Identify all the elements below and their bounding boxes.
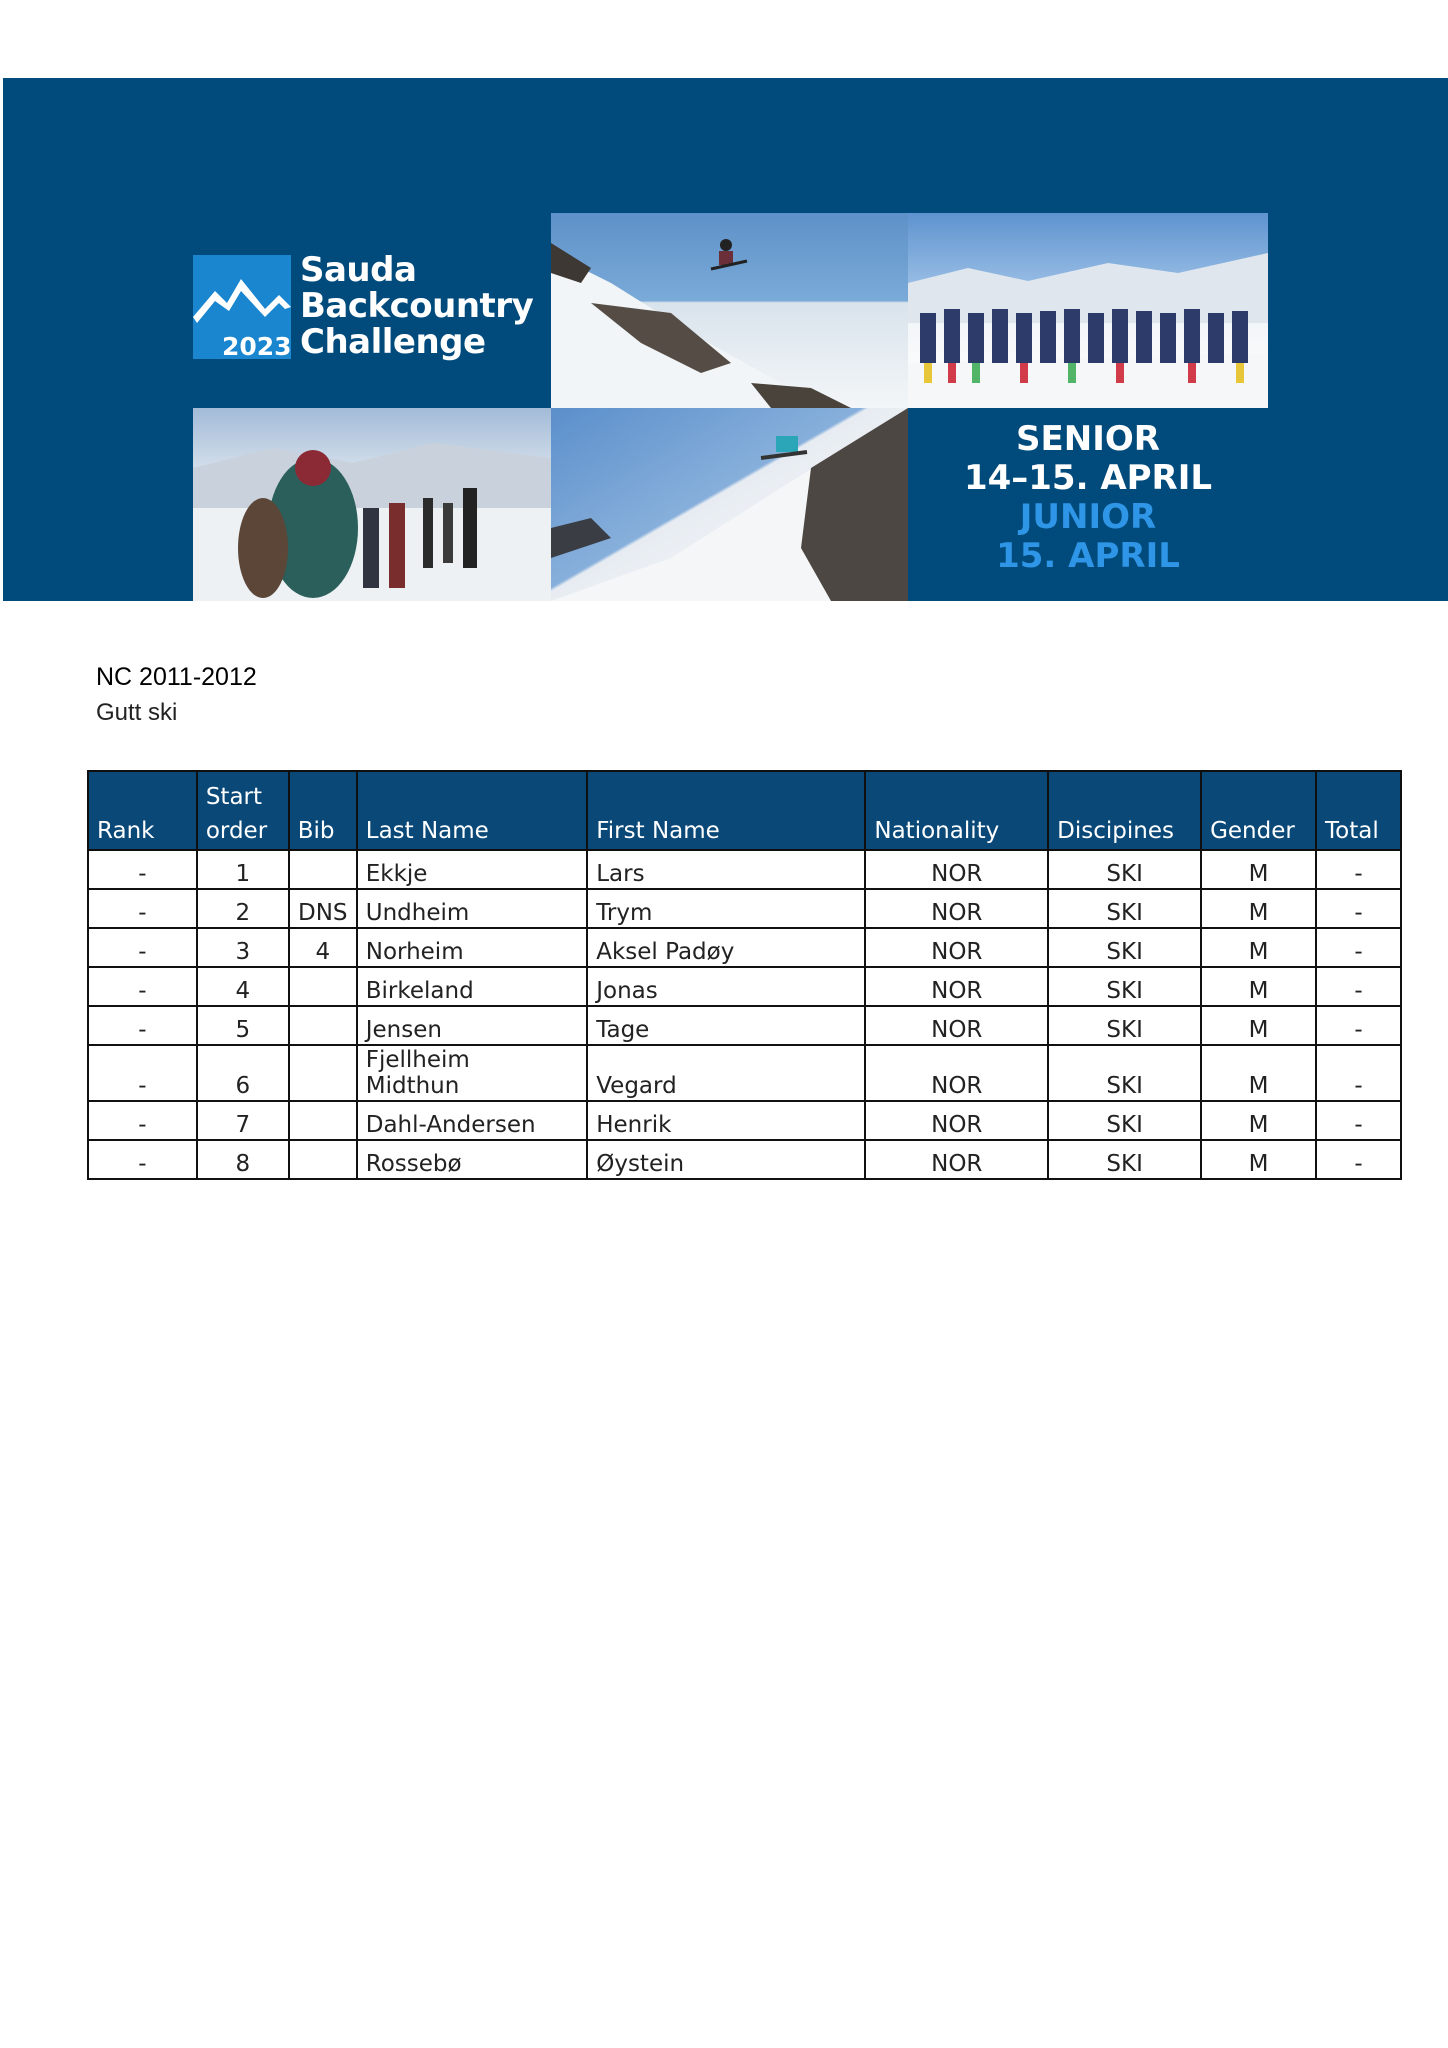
- header-last-name: Last Name: [357, 771, 587, 850]
- cell-discipline: SKI: [1048, 1140, 1201, 1179]
- cell-rank: -: [88, 1006, 197, 1045]
- cell-first-name: Jonas: [587, 967, 865, 1006]
- cell-first-name: Trym: [587, 889, 865, 928]
- cell-gender: M: [1201, 928, 1316, 967]
- cell-total: -: [1316, 1045, 1401, 1101]
- results-heading: [96, 660, 257, 732]
- header-start-line: Start: [205, 784, 263, 810]
- header-total: Total: [1316, 771, 1401, 850]
- table-row: [88, 889, 1401, 928]
- cell-gender: M: [1201, 1101, 1316, 1140]
- senior-label: SENIOR: [1016, 419, 1160, 459]
- cell-rank: -: [88, 1101, 197, 1140]
- logo-mark: [193, 255, 291, 359]
- cell-rank: -: [88, 967, 197, 1006]
- cell-bib: [289, 850, 357, 889]
- cell-last-name: Birkeland: [357, 967, 587, 1006]
- table-row: [88, 928, 1401, 967]
- table-header-row: [88, 771, 1401, 850]
- cell-start-order: 1: [197, 850, 289, 889]
- cell-gender: M: [1201, 967, 1316, 1006]
- cell-first-name: Henrik: [587, 1101, 865, 1140]
- header-rank: Rank: [88, 771, 197, 850]
- cell-last-name: Norheim: [357, 928, 587, 967]
- cell-gender: M: [1201, 1140, 1316, 1179]
- header-start-order: [197, 771, 289, 850]
- header-gender: Gender: [1201, 771, 1316, 850]
- header-disciplines: Discipines: [1048, 771, 1201, 850]
- cell-nationality: NOR: [865, 850, 1048, 889]
- results-table: [87, 770, 1402, 1180]
- table-row: [88, 850, 1401, 889]
- photo-spectators: [193, 408, 551, 601]
- event-dates: [908, 420, 1268, 576]
- cell-nationality: NOR: [865, 928, 1048, 967]
- logo-wordmark: [300, 252, 533, 360]
- cell-last-name: Ekkje: [357, 850, 587, 889]
- table-row: [88, 967, 1401, 1006]
- cell-first-name: Vegard: [587, 1045, 865, 1101]
- cell-first-name: Aksel Padøy: [587, 928, 865, 967]
- table-row: [88, 1101, 1401, 1140]
- cell-discipline: SKI: [1048, 928, 1201, 967]
- cell-last-name: [357, 1045, 587, 1101]
- header-first-name: First Name: [587, 771, 865, 850]
- cell-start-order: 3: [197, 928, 289, 967]
- photo-snowboarder: [551, 408, 908, 601]
- cell-discipline: SKI: [1048, 1045, 1201, 1101]
- cell-start-order: 2: [197, 889, 289, 928]
- cell-start-order: 5: [197, 1006, 289, 1045]
- cell-bib: [289, 967, 357, 1006]
- cell-gender: M: [1201, 850, 1316, 889]
- cell-gender: M: [1201, 889, 1316, 928]
- cell-last-name: Undheim: [357, 889, 587, 928]
- header-bib: Bib: [289, 771, 357, 850]
- cell-nationality: NOR: [865, 1101, 1048, 1140]
- cell-first-name: Lars: [587, 850, 865, 889]
- logo-line: Challenge: [300, 322, 486, 362]
- cell-bib: [289, 1045, 357, 1101]
- cell-discipline: SKI: [1048, 889, 1201, 928]
- class-subtitle: Gutt ski: [96, 699, 178, 726]
- cell-total: -: [1316, 1006, 1401, 1045]
- cell-nationality: NOR: [865, 1045, 1048, 1101]
- last-name-line: Fjellheim: [365, 1047, 470, 1073]
- cell-bib: 4: [289, 928, 357, 967]
- cell-rank: -: [88, 1045, 197, 1101]
- cell-rank: -: [88, 1140, 197, 1179]
- cell-rank: -: [88, 850, 197, 889]
- cell-last-name: Jensen: [357, 1006, 587, 1045]
- cell-total: -: [1316, 1101, 1401, 1140]
- photo-ski-jump: [551, 213, 908, 408]
- class-title: NC 2011-2012: [96, 663, 257, 691]
- cell-discipline: SKI: [1048, 967, 1201, 1006]
- table-row: [88, 1140, 1401, 1179]
- cell-discipline: SKI: [1048, 1101, 1201, 1140]
- cell-last-name: Rossebø: [357, 1140, 587, 1179]
- header-order-line: order: [205, 818, 268, 844]
- cell-nationality: NOR: [865, 967, 1048, 1006]
- cell-gender: M: [1201, 1045, 1316, 1101]
- cell-rank: -: [88, 928, 197, 967]
- table-row: [88, 1045, 1401, 1101]
- cell-total: -: [1316, 889, 1401, 928]
- cell-nationality: NOR: [865, 1006, 1048, 1045]
- cell-bib: [289, 1006, 357, 1045]
- logo-line: Sauda: [300, 250, 417, 290]
- cell-start-order: 7: [197, 1101, 289, 1140]
- last-name-line: Midthun: [365, 1073, 460, 1099]
- senior-dates: 14–15. APRIL: [963, 458, 1213, 498]
- cell-discipline: SKI: [1048, 850, 1201, 889]
- cell-first-name: Øystein: [587, 1140, 865, 1179]
- cell-gender: M: [1201, 1006, 1316, 1045]
- cell-start-order: 4: [197, 967, 289, 1006]
- cell-last-name: Dahl-Andersen: [357, 1101, 587, 1140]
- cell-nationality: NOR: [865, 1140, 1048, 1179]
- event-logo: [193, 250, 534, 365]
- cell-rank: -: [88, 889, 197, 928]
- junior-label: JUNIOR: [1019, 497, 1157, 537]
- cell-total: -: [1316, 967, 1401, 1006]
- logo-line: Backcountry: [300, 286, 534, 326]
- cell-discipline: SKI: [1048, 1006, 1201, 1045]
- junior-dates: 15. APRIL: [996, 536, 1180, 576]
- table-row: [88, 1006, 1401, 1045]
- photo-group: [908, 213, 1268, 408]
- cell-first-name: Tage: [587, 1006, 865, 1045]
- cell-total: -: [1316, 1140, 1401, 1179]
- cell-bib: [289, 1101, 357, 1140]
- cell-total: -: [1316, 850, 1401, 889]
- cell-bib: [289, 1140, 357, 1179]
- cell-nationality: NOR: [865, 889, 1048, 928]
- cell-start-order: 6: [197, 1045, 289, 1101]
- cell-start-order: 8: [197, 1140, 289, 1179]
- logo-year: 2023: [222, 332, 292, 361]
- cell-bib: DNS: [289, 889, 357, 928]
- cell-total: -: [1316, 928, 1401, 967]
- header-nationality: Nationality: [865, 771, 1048, 850]
